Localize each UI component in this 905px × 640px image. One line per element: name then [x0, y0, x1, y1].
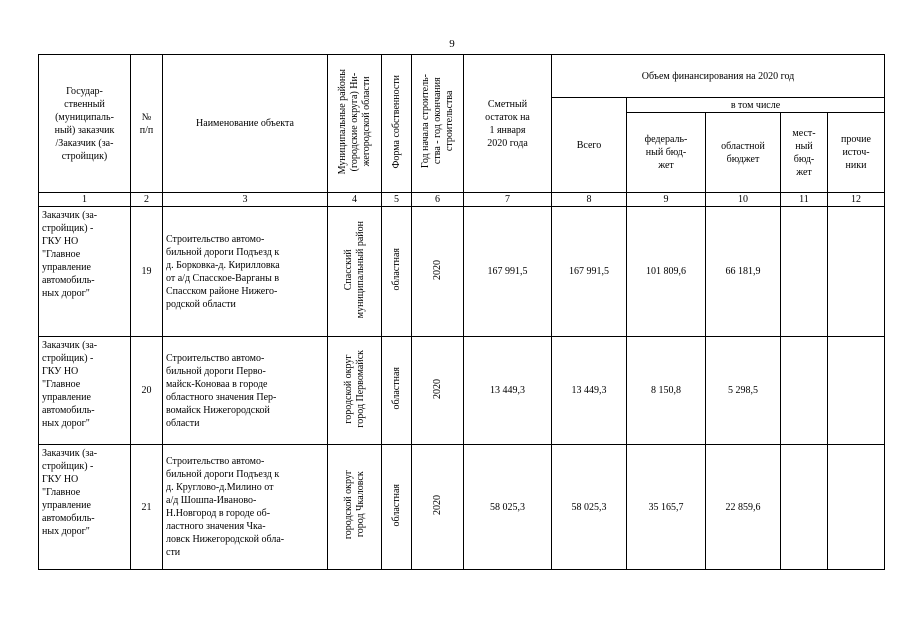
row-district: городской округ город Первомайск — [328, 337, 382, 445]
row-balance: 58 025,3 — [464, 445, 552, 570]
row-federal: 8 150,8 — [627, 337, 706, 445]
header-no: № п/п — [131, 55, 163, 193]
column-number: 9 — [627, 193, 706, 207]
header-including: в том числе — [627, 98, 885, 113]
financing-table — [38, 54, 885, 570]
column-number: 12 — [828, 193, 885, 207]
table-row — [39, 207, 885, 337]
row-years: 2020 — [412, 445, 464, 570]
column-number: 1 — [39, 193, 131, 207]
table-row — [39, 445, 885, 570]
row-ownership: областная — [382, 445, 412, 570]
table-row — [39, 337, 885, 445]
row-ownership: областная — [382, 337, 412, 445]
row-customer: Заказчик (за- стройщик) - ГКУ НО "Главное управление автомобиль- ных дорог" — [39, 445, 131, 570]
row-no: 21 — [131, 445, 163, 570]
header-customer: Государ- ственный (муниципаль- ный) заказчик /Заказчик (за- стройщик) — [39, 55, 131, 193]
header-local: мест- ный бюд- жет — [781, 113, 828, 193]
row-other — [828, 337, 885, 445]
column-number: 10 — [706, 193, 781, 207]
row-local — [781, 207, 828, 337]
header-name: Наименование объекта — [163, 55, 328, 193]
header-row-1 — [39, 55, 885, 98]
row-no: 19 — [131, 207, 163, 337]
row-federal: 101 809,6 — [627, 207, 706, 337]
row-total: 58 025,3 — [552, 445, 627, 570]
row-other — [828, 207, 885, 337]
header-ownership: Форма собственности — [382, 55, 412, 193]
column-number: 3 — [163, 193, 328, 207]
header-total: Всего — [552, 98, 627, 193]
header-years: Год начала строитель- ства - год окончания строительства — [412, 55, 464, 193]
row-customer: Заказчик (за- стройщик) - ГКУ НО "Главное управление автомобиль- ных дорог" — [39, 207, 131, 337]
row-years: 2020 — [412, 337, 464, 445]
row-local — [781, 445, 828, 570]
page-number: 9 — [449, 38, 455, 50]
column-numbers-row — [39, 193, 885, 207]
row-balance: 167 991,5 — [464, 207, 552, 337]
row-total: 13 449,3 — [552, 337, 627, 445]
row-regional: 66 181,9 — [706, 207, 781, 337]
header-regional: областной бюджет — [706, 113, 781, 193]
header-balance: Сметный остаток на 1 января 2020 года — [464, 55, 552, 193]
row-local — [781, 337, 828, 445]
row-other — [828, 445, 885, 570]
row-ownership: областная — [382, 207, 412, 337]
column-number: 6 — [412, 193, 464, 207]
header-district: Муниципальные районы (городские округа) Ни- жегородской области — [328, 55, 382, 193]
column-number: 7 — [464, 193, 552, 207]
row-name: Строительство автомо- бильной дороги Перво- майск-Коноваа в городе областного значения Пер- вомайск Нижегородской области — [163, 337, 328, 445]
row-district: Спасский муниципальный район — [328, 207, 382, 337]
row-total: 167 991,5 — [552, 207, 627, 337]
row-no: 20 — [131, 337, 163, 445]
row-district: городской округ город Чкаловск — [328, 445, 382, 570]
row-balance: 13 449,3 — [464, 337, 552, 445]
row-name: Строительство автомо- бильной дороги Подъезд к д. Борковка-д. Кирилловка от а/д Спасское-Варганы в Спасском районе Нижего- родской области — [163, 207, 328, 337]
row-regional: 5 298,5 — [706, 337, 781, 445]
column-number: 2 — [131, 193, 163, 207]
row-name: Строительство автомо- бильной дороги Подъезд к д. Круглово-д.Милино от а/д Шошпа-Иваново- Н.Новгород в городе об- ластного значения Чка- ловск Нижегородской обла- сти — [163, 445, 328, 570]
row-customer: Заказчик (за- стройщик) - ГКУ НО "Главное управление автомобиль- ных дорог" — [39, 337, 131, 445]
column-number: 4 — [328, 193, 382, 207]
row-years: 2020 — [412, 207, 464, 337]
column-number: 8 — [552, 193, 627, 207]
row-federal: 35 165,7 — [627, 445, 706, 570]
header-other: прочие источ- ники — [828, 113, 885, 193]
header-federal: федераль- ный бюд- жет — [627, 113, 706, 193]
column-number: 5 — [382, 193, 412, 207]
column-number: 11 — [781, 193, 828, 207]
header-financing: Объем финансирования на 2020 год — [552, 55, 885, 98]
row-regional: 22 859,6 — [706, 445, 781, 570]
